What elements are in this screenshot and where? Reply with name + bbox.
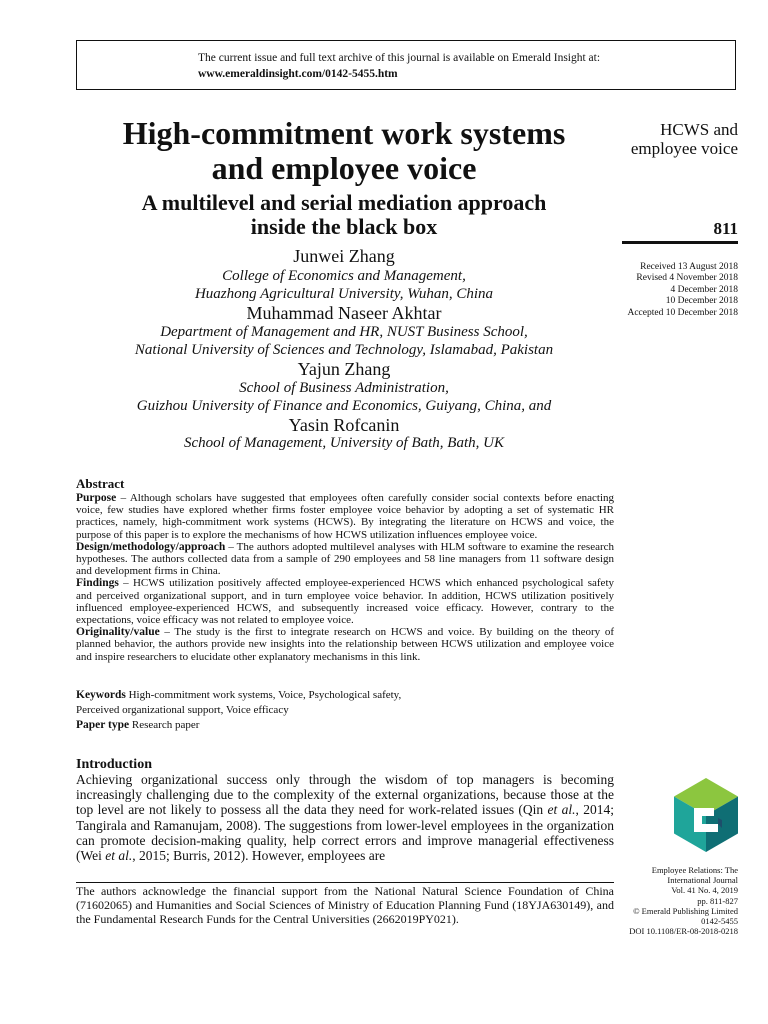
footnote-text: The authors acknowledge the financial support from the National Natural Science Foundation of China (71602065) and Humanities and Social Sciences of Ministry of Education Planning Fund (18YJA630149), and the Fundamental Research Funds for the Central Universities (2662019PY021). — [76, 884, 614, 927]
date-revised: Revised 4 November 2018 — [636, 273, 738, 284]
keywords-line-2: Perceived organizational support, Voice efficacy — [76, 704, 289, 716]
keywords-label: Keywords — [76, 689, 126, 701]
keywords — [76, 688, 614, 718]
design-text: – The authors adopted multilevel analyses with HLM software to examine the research hypotheses. The authors collected data from a sample of 290 employees and 58 line managers from 11 software design and development firms in China. — [76, 540, 614, 578]
findings-label: Findings — [76, 577, 119, 590]
date-accepted: Accepted 10 December 2018 — [627, 307, 738, 318]
author-name-4: Yasin Rofcanin — [288, 415, 400, 435]
date-received: Received 13 August 2018 — [640, 262, 738, 272]
keywords-text-1: High-commitment work systems, Voice, Psychological safety, — [125, 689, 402, 701]
author-affiliation-3a: School of Business Administration, — [239, 380, 449, 396]
title-line-2: and employee voice — [211, 150, 477, 186]
abstract-body — [76, 492, 614, 663]
journal-name-line-2: International Journal — [667, 875, 738, 886]
emerald-logo-icon — [674, 778, 738, 852]
findings-text: – HCWS utilization positively affected employee-experienced HCWS which enhanced psychological safety and perceived organizational support, and in turn employee voice behavior. In addition, HCWS utilization positively influenced employee-experienced HCWS, and subsequently increased voice efficacy. However, contrary to the expectations, voice efficacy was not related to employee voice. — [76, 577, 614, 627]
author-affiliation-2b: National University of Sciences and Technology, Islamabad, Pakistan — [134, 342, 554, 358]
footnote — [76, 884, 614, 927]
abstract-heading: Abstract — [76, 476, 125, 491]
keywords-line-1 — [76, 688, 614, 703]
author-affiliation-1a: College of Economics and Management, — [222, 268, 466, 284]
journal-doi: DOI 10.1108/ER-08-2018-0218 — [629, 926, 738, 937]
title-line-1: High-commitment work systems — [122, 115, 566, 151]
introduction-heading: Introduction — [76, 757, 152, 772]
paper-type — [76, 719, 199, 731]
page-number: 811 — [713, 219, 738, 238]
journal-pages: pp. 811-827 — [697, 895, 738, 906]
journal-volume: Vol. 41 No. 4, 2019 — [671, 885, 738, 896]
author-name-2: Muhammad Naseer Akhtar — [246, 303, 442, 323]
date-revised-3: 10 December 2018 — [665, 296, 738, 307]
footnote-rule — [76, 882, 614, 883]
originality-label: Originality/value — [76, 626, 160, 639]
author-affiliation-1b: Huazhong Agricultural University, Wuhan, China — [194, 286, 494, 302]
date-revised-2: 4 December 2018 — [670, 284, 738, 295]
notice-text: The current issue and full text archive of this journal is available on Emerald Insight at: — [198, 52, 601, 64]
purpose-label: Purpose — [76, 492, 117, 504]
journal-url-link[interactable]: www.emeraldinsight.com/0142-5455.htm — [198, 68, 398, 80]
author-name-1: Junwei Zhang — [293, 246, 395, 266]
abstract-originality — [76, 626, 614, 663]
introduction-body — [76, 772, 614, 863]
submission-dates — [600, 262, 738, 319]
subtitle-line-1: A multilevel and serial mediation approach — [141, 190, 547, 215]
introduction-paragraph — [76, 772, 614, 863]
originality-text: – The study is the first to integrate research on HCWS and voice. By building on the theory of planned behavior, the authors provide new insights into the relationship between HCWS utilization and employee voice and inspire researchers to elucidate other explanatory mechanisms in this link. — [76, 626, 614, 663]
article-subtitle — [76, 191, 612, 239]
abstract-findings — [76, 577, 614, 626]
journal-issn: 0142-5455 — [701, 916, 738, 927]
author-name-3: Yajun Zhang — [297, 359, 391, 379]
running-head — [612, 120, 738, 158]
author-affiliation-3b: Guizhou University of Finance and Economics, Guiyang, China, and — [136, 398, 552, 414]
purpose-text: – Although scholars have suggested that employees often carefully consider social contexts before enacting voice, few studies have explored whether firms foster employee voice behavior by adopting a set of systematic HR practices, namely, high-commitment work systems (HCWS). By integrating the literature on HCWS and voice, the purpose of this paper is to explore the mechanisms of how HCWS utilization influences employee voice. — [76, 492, 614, 541]
intro-etal-2: et al. — [105, 848, 133, 864]
running-head-line-1: HCWS and — [660, 120, 738, 139]
journal-name-line-1: Employee Relations: The — [651, 865, 738, 875]
abstract-design — [76, 541, 614, 578]
running-head-line-2: employee voice — [630, 139, 738, 158]
intro-text-2: , 2014; Tangirala and Ramanujam, 2008). The suggestions from lower-level employees in the organization can promote decision-making quality, help correct errors and improve managerial effectiveness (Wei — [76, 802, 614, 864]
journal-notice-box — [76, 40, 736, 90]
author-affiliation-4a: School of Management, University of Bath, Bath, UK — [184, 435, 504, 451]
design-label: Design/methodology/approach — [76, 540, 226, 553]
page-number-rule — [622, 241, 738, 244]
abstract-purpose — [76, 492, 614, 541]
intro-etal-1: et al. — [547, 802, 576, 818]
paper-type-value: Research paper — [129, 719, 200, 731]
intro-text-3: , 2015; Burris, 2012). However, employees are — [132, 848, 386, 864]
journal-copyright: © Emerald Publishing Limited — [633, 905, 738, 916]
paper-type-label: Paper type — [76, 719, 130, 731]
intro-text-1: Achieving organizational success only through the wisdom of top managers is becoming increasingly challenging due to the complexity of the external organizations, because those at the top level are not likely to possess all the data they need for work-related issues (Qin — [76, 772, 614, 818]
article-title — [76, 116, 612, 186]
subtitle-line-2: inside the black box — [250, 214, 438, 239]
journal-citation-info — [600, 865, 738, 936]
author-affiliation-2a: Department of Management and HR, NUST Business School, — [160, 324, 528, 340]
